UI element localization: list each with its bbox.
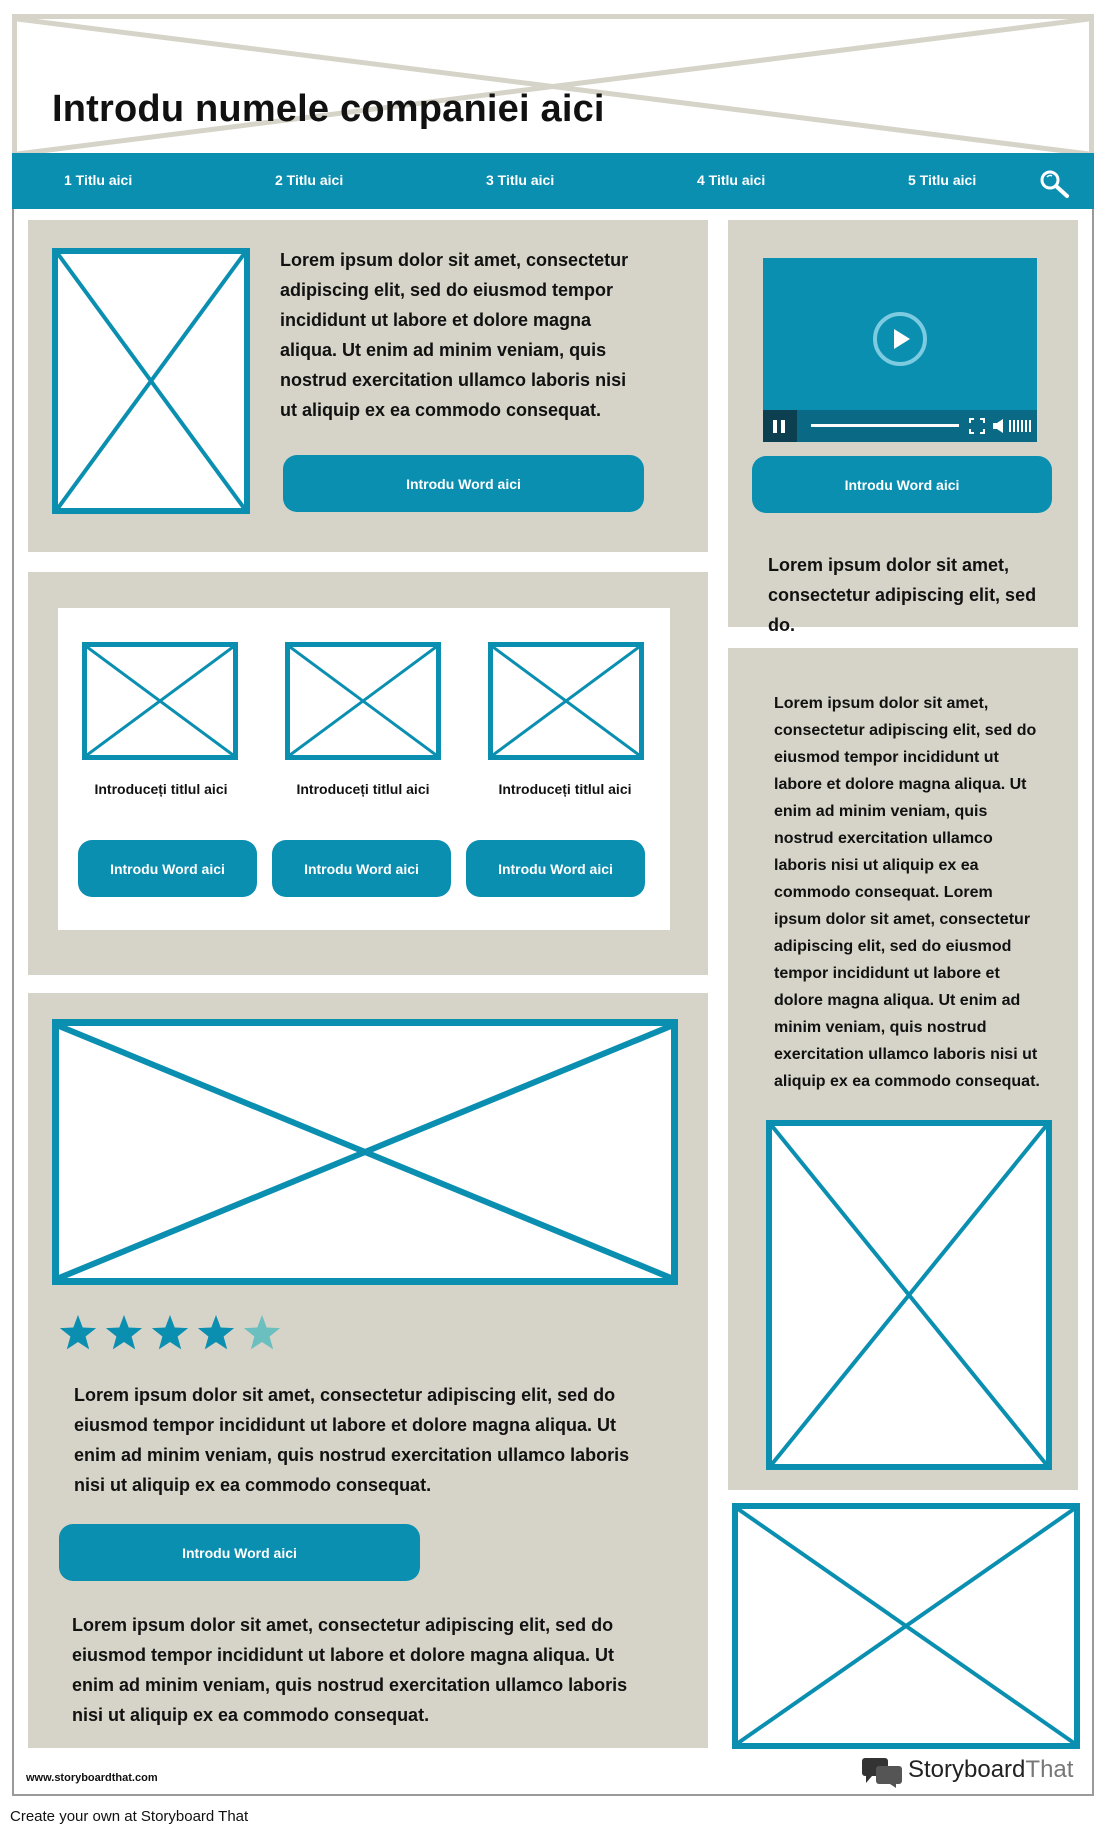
pause-icon (773, 420, 777, 433)
logo-text (908, 1756, 1073, 1784)
nav-item-4[interactable]: 4 Titlu aici (697, 172, 766, 188)
play-icon[interactable] (872, 311, 928, 367)
volume-level-icon[interactable] (1009, 418, 1031, 434)
star-icon (198, 1315, 234, 1349)
gallery-button-3[interactable]: Introdu Word aici (466, 840, 645, 897)
video-text: Lorem ipsum dolor sit amet, consectetur adipiscing elit, sed do. (768, 555, 1037, 635)
footer-url[interactable]: www.storyboardthat.com (26, 1772, 158, 1784)
logo-text-storyboard: Storyboard (908, 1756, 1026, 1783)
gallery-image-1 (82, 642, 238, 760)
storyboardthat-logo[interactable] (862, 1754, 1082, 1788)
fullscreen-icon[interactable] (969, 418, 985, 434)
header-banner (12, 14, 1094, 154)
gallery-button-2[interactable]: Introdu Word aici (272, 840, 451, 897)
video-player[interactable] (763, 258, 1037, 442)
create-your-own-link[interactable]: Create your own at Storyboard That (10, 1808, 249, 1825)
rating-stars (58, 1313, 288, 1353)
volume-icon[interactable] (993, 418, 1005, 434)
pause-button[interactable] (763, 410, 797, 442)
gallery-button-1[interactable]: Introdu Word aici (78, 840, 257, 897)
hero-button[interactable]: Introdu Word aici (283, 455, 644, 512)
bottom-right-image-placeholder (732, 1503, 1080, 1749)
star-icon (106, 1315, 142, 1349)
sidebar-text: Lorem ipsum dolor sit amet, consectetur adipiscing elit, sed do eiusmod tempor incididunt ut labore et dolore magna aliqua. Ut enim ad minim veniam, quis nostrud exercitation ullamco laboris nisi ut aliquip ex ea commodo consequat. Lorem ipsum dolor sit amet, consectetur adipiscing elit, sed do eiusmod tempor incididunt ut labore et dolore magna aliqua. Ut enim ad minim veniam, quis nostrud exercitation ullamco laboris nisi ut aliquip ex ea commodo consequat. (774, 695, 1040, 1090)
gallery-caption-1: Introduceți titlul aici (94, 781, 228, 797)
nav-item-5[interactable]: 5 Titlu aici (908, 172, 977, 188)
pause-icon-bar (781, 420, 785, 433)
hero-text: Lorem ipsum dolor sit amet, consectetur adipiscing elit, sed do eiusmod tempor incididunt ut labore et dolore magna aliqua. Ut enim ad minim veniam, quis nostrud exercitation ullamco laboris nisi ut aliquip ex ea commodo consequat. (280, 250, 629, 420)
gallery-caption-3: Introduceți titlul aici (498, 781, 632, 797)
feature-text-1: Lorem ipsum dolor sit amet, consectetur adipiscing elit, sed do eiusmod tempor incididunt ut labore et dolore magna aliqua. Ut enim ad minim veniam, quis nostrud exercitation ullamco laboris nisi ut aliquip ex ea commodo consequat. (74, 1385, 630, 1495)
search-icon[interactable] (1038, 169, 1070, 199)
gallery-image-3 (488, 642, 644, 760)
nav-item-2[interactable]: 2 Titlu aici (275, 172, 344, 188)
feature-text-2: Lorem ipsum dolor sit amet, consectetur adipiscing elit, sed do eiusmod tempor incididunt ut labore et dolore magna aliqua. Ut enim ad minim veniam, quis nostrud exercitation ullamco laboris nisi ut aliquip ex ea commodo consequat. (72, 1615, 628, 1725)
company-name: Introdu numele companiei aici (52, 88, 605, 130)
hero-image-placeholder (52, 248, 250, 514)
nav-item-3[interactable]: 3 Titlu aici (486, 172, 555, 188)
video-progress-bar[interactable] (811, 424, 959, 427)
speech-bubbles-icon (862, 1756, 904, 1788)
header-placeholder-x (17, 19, 1089, 154)
gallery-caption-2: Introduceți titlul aici (296, 781, 430, 797)
star-icon (60, 1315, 96, 1349)
star-icon (244, 1315, 280, 1349)
logo-text-that: That (1025, 1756, 1074, 1783)
nav-item-1[interactable]: 1 Titlu aici (64, 172, 133, 188)
sidebar-image-placeholder (766, 1120, 1052, 1470)
star-icon (152, 1315, 188, 1349)
video-button[interactable]: Introdu Word aici (752, 456, 1052, 513)
feature-button[interactable]: Introdu Word aici (59, 1524, 420, 1581)
gallery-image-2 (285, 642, 441, 760)
feature-image-placeholder (52, 1019, 678, 1285)
